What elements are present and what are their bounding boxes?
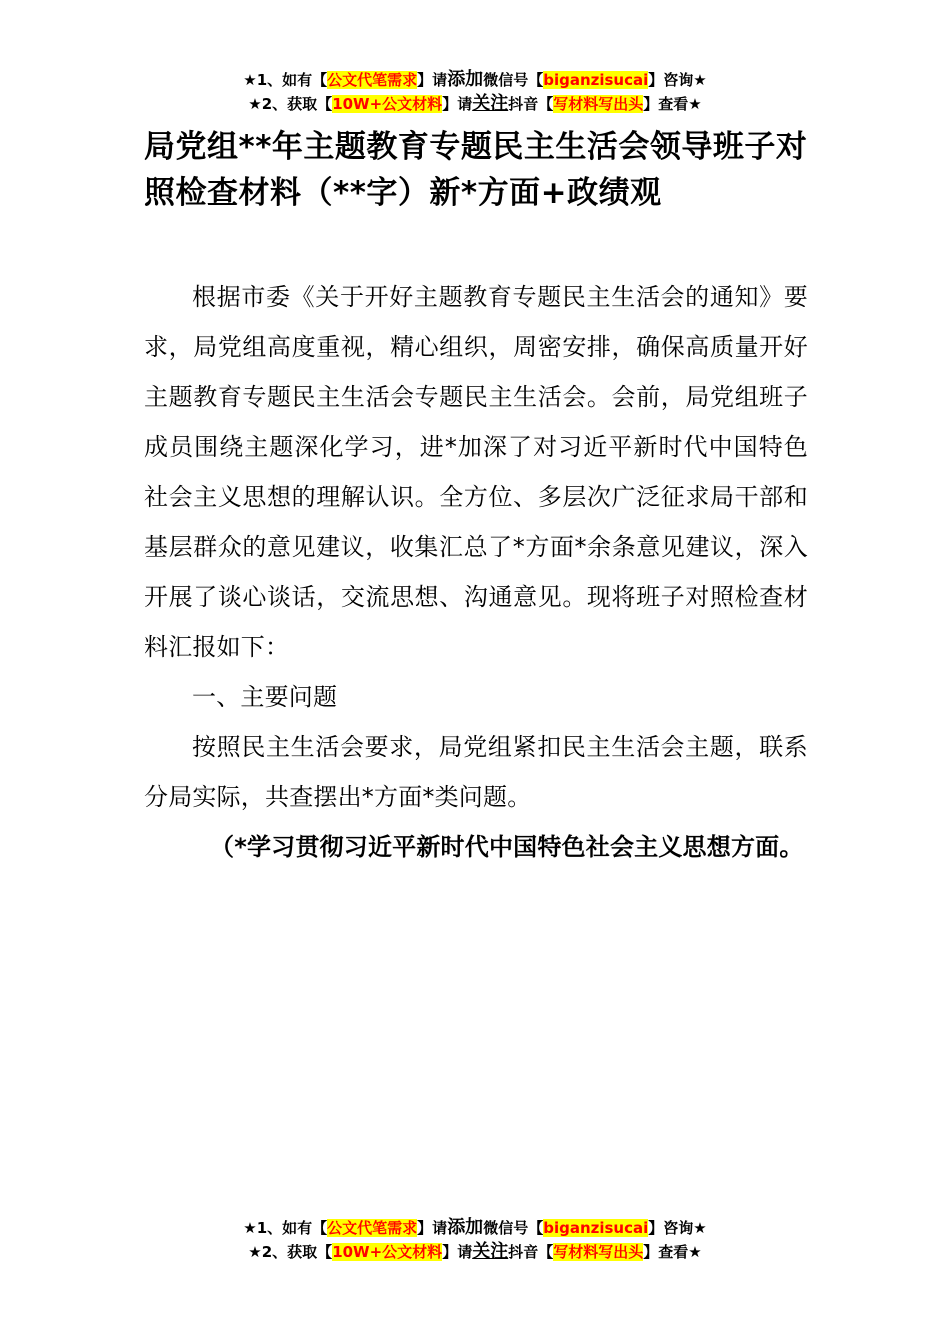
footer-banner [0,1216,950,1264]
highlight-wechat-id: biganzisucai [543,1219,649,1237]
section-heading: 一、主要问题 [192,683,338,711]
highlight-materials: 10W+公文材料 [332,95,443,113]
banner-line-2: ★2、获取【10W+公文材料】请关注抖音【写材料写出头】查看★ [248,93,702,114]
section-paragraph: 按照民主生活会要求，局党组紧扣民主生活会主题，联系分局实际，共查摆出*方面*类问题。 [144,733,808,811]
emphasis-follow: 关注 [472,1241,509,1262]
highlight-wechat-id: biganzisucai [543,71,649,89]
emphasis-follow: 关注 [472,93,509,114]
banner-line-1: ★1、如有【公文代笔需求】请添加微信号【biganzisucai】咨询★ [243,69,707,90]
highlight-service: 公文代笔需求 [327,71,418,89]
document-body [144,272,808,872]
banner-line-2: ★2、获取【10W+公文材料】请关注抖音【写材料写出头】查看★ [248,1241,702,1262]
header-banner [0,68,950,116]
intro-paragraph: 根据市委《关于开好主题教育专题民主生活会的通知》要求，局党组高度重视，精心组织，周密安排，确保高质量开好主题教育专题民主生活会专题民主生活会。会前，局党组班子成员围绕主题深化学习，进*加深了对习近平新时代中国特色社会主义思想的理解认识。全方位、多层次广泛征求局干部和基层群众的意见建议，收集汇总了*方面*余条意见建议，深入开展了谈心谈话，交流思想、沟通意见。现将班子对照检查材料汇报如下： [144,283,808,661]
highlight-douyin: 写材料写出头 [553,95,644,113]
highlight-materials: 10W+公文材料 [332,1243,443,1261]
banner-line-1: ★1、如有【公文代笔需求】请添加微信号【biganzisucai】咨询★ [243,1217,707,1238]
emphasis-add: 添加 [447,69,484,90]
emphasis-add: 添加 [447,1217,484,1238]
highlight-douyin: 写材料写出头 [553,1243,644,1261]
highlight-service: 公文代笔需求 [327,1219,418,1237]
document-title: 局党组**年主题教育专题民主生活会领导班子对照检查材料（**字）新*方面+政绩观 [144,129,808,211]
subsection-heading: （*学习贯彻习近平新时代中国特色社会主义思想方面。 [210,833,804,861]
